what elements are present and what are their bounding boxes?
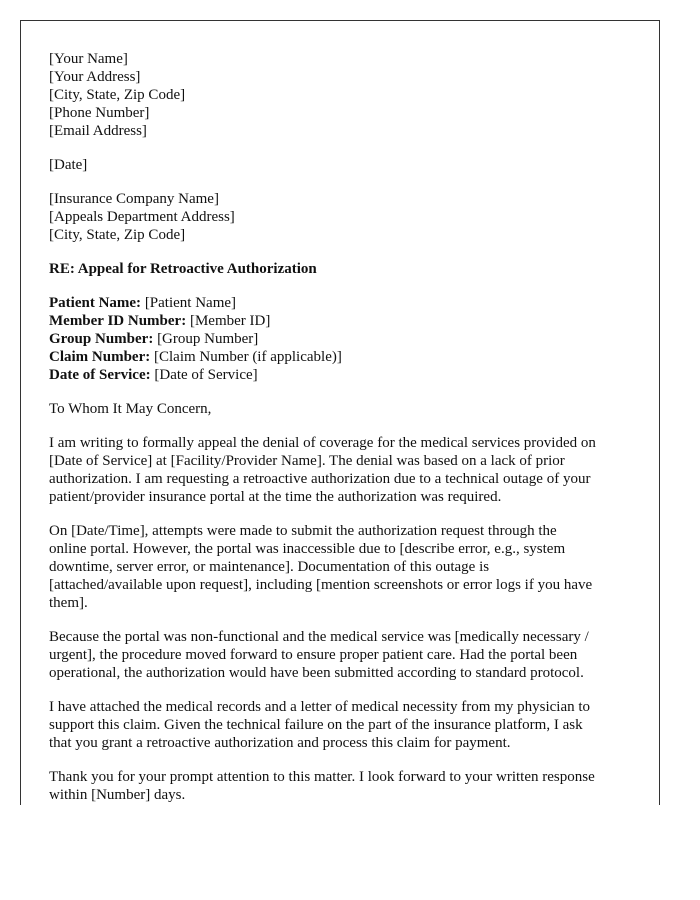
field-label: Member ID Number: <box>49 313 187 329</box>
paragraph-line: them]. <box>49 595 88 611</box>
paragraph-line: I am writing to formally appeal the denial of coverage for the medical services provided on <box>49 435 596 451</box>
sender-address: [Your Address] <box>49 69 141 85</box>
field-value: [Member ID] <box>186 313 271 329</box>
paragraph-line: patient/provider insurance portal at the time the authorization was required. <box>49 489 502 505</box>
paragraph-line: online portal. However, the portal was inaccessible due to [describe error, e.g., system <box>49 541 566 557</box>
body-paragraph <box>49 522 659 612</box>
body-paragraph <box>49 434 659 506</box>
paragraph-line: Thank you for your prompt attention to this matter. I look forward to your written response <box>49 769 595 785</box>
sender-city: [City, State, Zip Code] <box>49 87 186 103</box>
field-claim-number <box>49 348 659 366</box>
field-value: [Group Number] <box>153 331 259 347</box>
paragraph-line: I have attached the medical records and a letter of medical necessity from my physician to <box>49 699 591 715</box>
field-value: [Patient Name] <box>141 295 237 311</box>
paragraph-line: that you grant a retroactive authorization and process this claim for payment. <box>49 735 511 751</box>
recipient-city: [City, State, Zip Code] <box>49 227 186 243</box>
subject-block <box>49 260 659 278</box>
sender-email: [Email Address] <box>49 123 147 139</box>
paragraph-line: On [Date/Time], attempts were made to submit the authorization request through the <box>49 523 557 539</box>
field-value: [Claim Number (if applicable)] <box>150 349 342 365</box>
field-date-of-service <box>49 366 659 384</box>
paragraph-line: [Date of Service] at [Facility/Provider Name]. The denial was based on a lack of prior <box>49 453 565 469</box>
field-label: Claim Number: <box>49 349 151 365</box>
paragraph-line: downtime, server error, or maintenance]. Documentation of this outage is <box>49 559 490 575</box>
paragraph-line: operational, the authorization would have been submitted according to standard protocol. <box>49 665 584 681</box>
claim-fields <box>49 294 659 384</box>
paragraph-line: authorization. I am requesting a retroactive authorization due to a technical outage of your <box>49 471 591 487</box>
body-paragraph <box>49 768 659 804</box>
paragraph-line: within [Number] days. <box>49 787 186 803</box>
sender-block <box>49 50 659 140</box>
body-paragraph <box>49 628 659 682</box>
field-label: Patient Name: <box>49 295 142 311</box>
field-member-id <box>49 312 659 330</box>
field-label: Date of Service: <box>49 367 151 383</box>
field-patient-name <box>49 294 659 312</box>
body-paragraph <box>49 698 659 752</box>
recipient-address: [Appeals Department Address] <box>49 209 235 225</box>
sender-name: [Your Name] <box>49 51 128 67</box>
recipient-company: [Insurance Company Name] <box>49 191 219 207</box>
salutation: To Whom It May Concern, <box>49 401 212 417</box>
paragraph-line: [attached/available upon request], including [mention screenshots or error logs if you have <box>49 577 593 593</box>
field-value: [Date of Service] <box>150 367 258 383</box>
field-group-number <box>49 330 659 348</box>
paragraph-line: Because the portal was non-functional and the medical service was [medically necessary / <box>49 629 589 645</box>
sender-phone: [Phone Number] <box>49 105 150 121</box>
recipient-block <box>49 190 659 244</box>
paragraph-line: support this claim. Given the technical failure on the part of the insurance platform, I ask <box>49 717 583 733</box>
subject-line: RE: Appeal for Retroactive Authorization <box>49 261 317 277</box>
field-label: Group Number: <box>49 331 154 347</box>
letter-date: [Date] <box>49 157 88 173</box>
paragraph-line: urgent], the procedure moved forward to ensure proper patient care. Had the portal been <box>49 647 578 663</box>
letter-page <box>20 20 660 805</box>
